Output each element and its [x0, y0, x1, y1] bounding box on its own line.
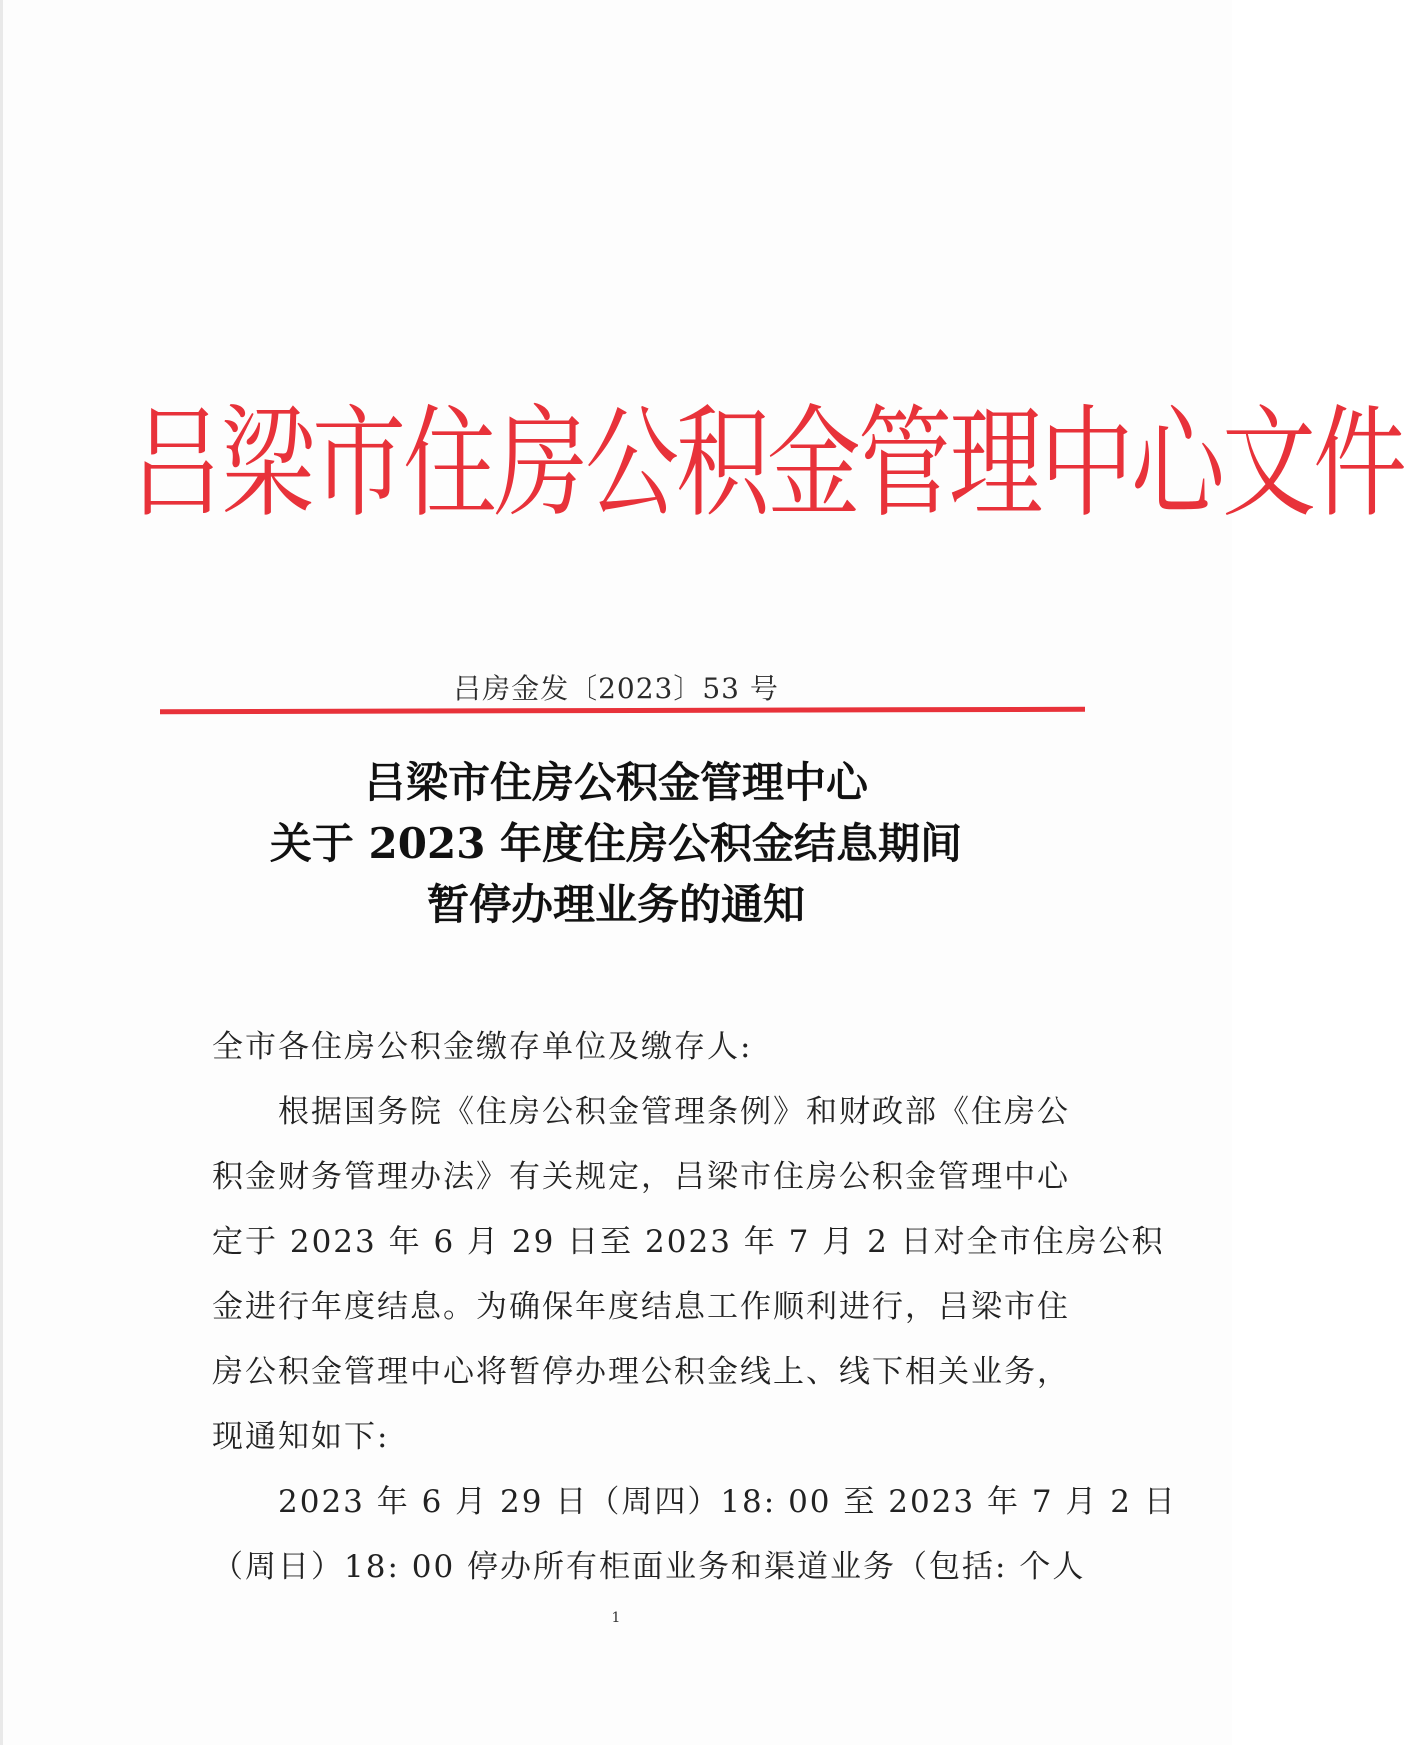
org-header-title: 吕梁市住房公积金管理中心文件	[130, 394, 1404, 535]
title-line-1: 吕梁市住房公积金管理中心	[363, 758, 868, 807]
red-divider-line	[160, 707, 1085, 714]
paragraph-1-line: 房公积金管理中心将暂停办理公积金线上、线下相关业务，	[212, 1354, 1070, 1390]
paragraph-1-line: 积金财务管理办法》有关规定，吕梁市住房公积金管理中心	[212, 1159, 1070, 1195]
paragraph-1-line: 金进行年度结息。为确保年度结息工作顺利进行，吕梁市住	[212, 1289, 1070, 1325]
paragraph-1-line: 现通知如下:	[212, 1419, 390, 1455]
paragraph-2-line: 2023 年 6 月 29 日（周四）18: 00 至 2023 年 7 月 2 日	[278, 1484, 1177, 1520]
notice-title	[0, 752, 1232, 935]
title-line-2: 关于 2023 年度住房公积金结息期间	[269, 819, 963, 868]
paragraph-1-line: 根据国务院《住房公积金管理条例》和财政部《住房公	[278, 1094, 1070, 1130]
paragraph-2-line: （周日）18: 00 停办所有柜面业务和渠道业务（包括: 个人	[212, 1549, 1086, 1585]
paragraph-1-line: 定于 2023 年 6 月 29 日至 2023 年 7 月 2 日对全市住房公积	[212, 1224, 1165, 1260]
notice-body	[212, 1015, 1177, 1600]
title-line-3: 暂停办理业务的通知	[426, 880, 805, 929]
salutation: 全市各住房公积金缴存单位及缴存人:	[212, 1029, 753, 1065]
document-number: 吕房金发〔2023〕53 号	[453, 672, 779, 705]
page-number: 1	[611, 1610, 621, 1626]
